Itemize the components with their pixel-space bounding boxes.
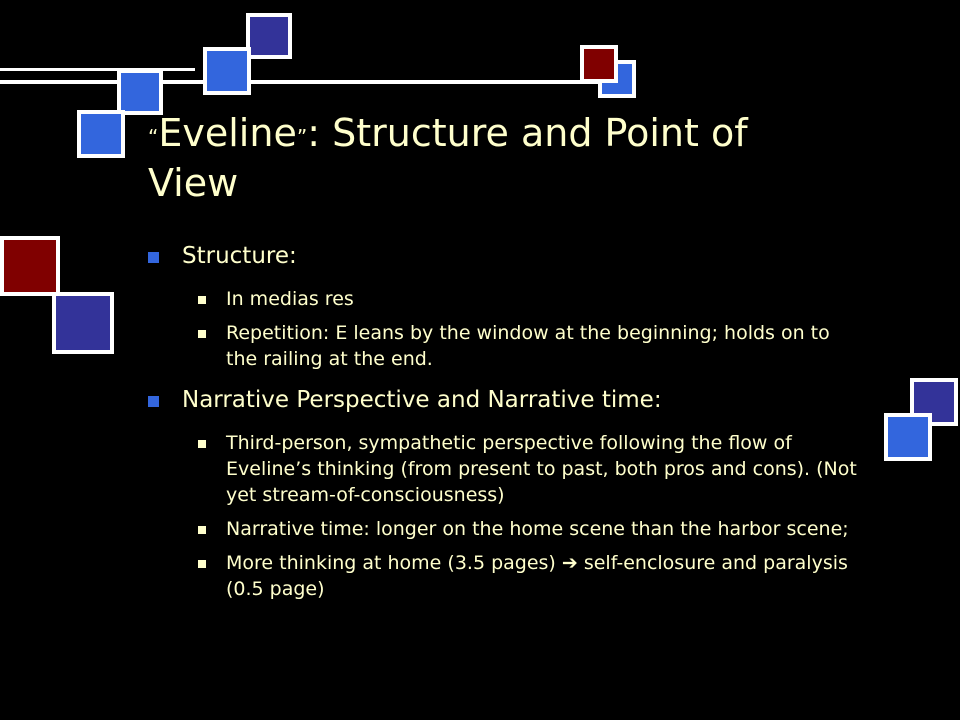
decorative-square xyxy=(0,236,60,296)
title-name: Eveline xyxy=(158,111,297,155)
bullet-square-icon xyxy=(198,526,206,534)
decorative-square xyxy=(580,45,618,83)
section-heading-text: Structure: xyxy=(182,243,297,269)
decorative-square xyxy=(246,13,292,59)
title-rest: : Structure and Point of View xyxy=(148,111,748,205)
list-item-text: In medias res xyxy=(226,288,354,310)
decorative-line-top xyxy=(0,68,195,71)
slide-content xyxy=(148,240,860,610)
decorative-line-main xyxy=(0,80,600,84)
bullet-square-icon xyxy=(148,252,159,263)
list-item-text: Repetition: E leans by the window at the beginning; holds on to the railing at the end. xyxy=(226,322,830,370)
decorative-square xyxy=(884,413,932,461)
bullet-square-icon xyxy=(148,396,159,407)
list-item-text: Third-person, sympathetic perspective following the flow of Eveline’s thinking (from present to past, both pros and cons). (Not yet stream-of-consciousness) xyxy=(226,432,857,506)
list-item xyxy=(198,550,860,602)
title-open-quote: “ xyxy=(148,125,159,149)
title-close-quote: ” xyxy=(296,125,308,149)
list-item xyxy=(198,516,860,542)
section-heading xyxy=(148,240,860,272)
list-item-text: Narrative time: longer on the home scene than the harbor scene; xyxy=(226,518,849,540)
bullet-square-icon xyxy=(198,440,206,448)
bullet-square-icon xyxy=(198,560,206,568)
slide-title xyxy=(148,108,848,208)
bullet-square-icon xyxy=(198,296,206,304)
decorative-square xyxy=(203,47,251,95)
list-item xyxy=(198,320,860,372)
section-heading-text: Narrative Perspective and Narrative time: xyxy=(182,387,662,413)
decorative-square xyxy=(77,110,125,158)
list-item-text: More thinking at home (3.5 pages) ➔ self-enclosure and paralysis (0.5 page) xyxy=(226,552,848,600)
bullet-square-icon xyxy=(198,330,206,338)
list-item xyxy=(198,286,860,312)
section-heading xyxy=(148,384,860,416)
list-item xyxy=(198,430,860,508)
decorative-square xyxy=(52,292,114,354)
